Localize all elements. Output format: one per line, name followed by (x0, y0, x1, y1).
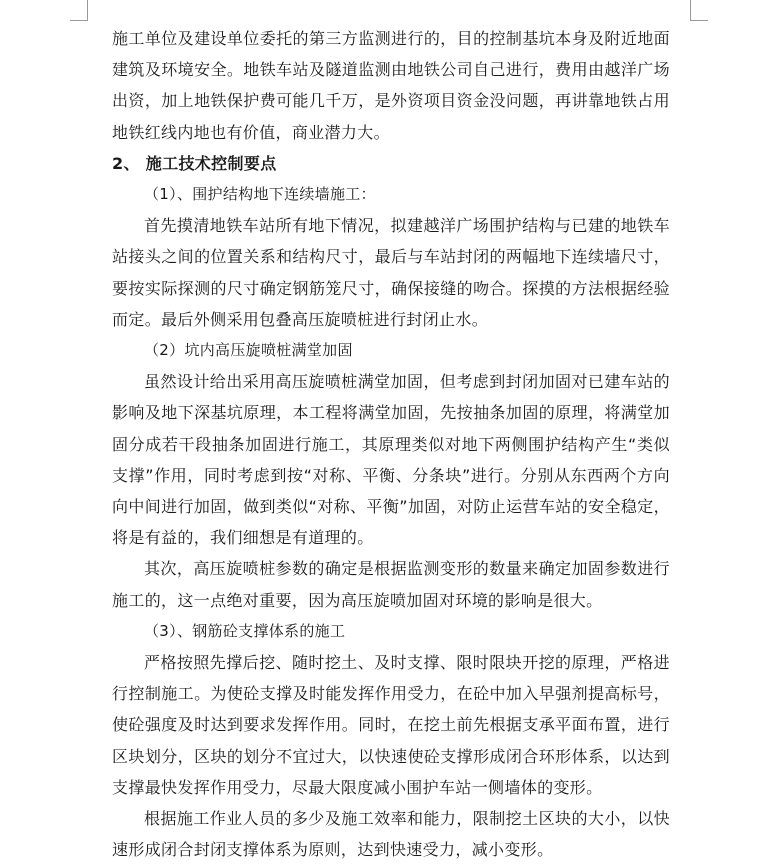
subsection-3-paragraph-2: 根据施工作业人员的多少及施工效率和能力，限制挖土区块的大小，以快速形成闭合封闭支撑体系为原则，达到快速受力，减小变形。 (112, 809, 670, 860)
subsection-1-heading: （1）、围护结构地下连续墙施工： (144, 185, 376, 204)
subsection-2-paragraph-1: 虽然设计给出采用高压旋喷桩满堂加固，但考虑到封闭加固对已建车站的影响及地下深基坑原理，本工程将满堂加固，先按抽条加固的原理，将满堂加固分成若干段抽条加固进行施工，其原理类似对地下两侧围护结构产生“类似支撑”作用，同时考虑到按“对称、平衡、分条块”进行。分别从东西两个方向向中间进行加固，做到类似“对称、平衡”加固，对防止运营车站的安全稳定，将是有益的，我们细想是有道理的。 (112, 372, 670, 548)
intro-paragraph: 施工单位及建设单位委托的第三方监测进行的，目的控制基坑本身及附近地面建筑及环境安全。地铁车站及隧道监测由地铁公司自己进行，费用由越洋广场出资，加上地铁保护费可能几千万，是外资项目资金没问题，再讲靠地铁占用地铁红线内地也有价值，商业潜力大。 (112, 29, 670, 142)
crop-mark-top-left-horizontal (70, 20, 88, 21)
subsection-3-paragraph-1: 严格按照先撑后挖、随时挖土、及时支撑、限时限块开挖的原理，严格进行控制施工。为使砼支撑及时能发挥作用受力，在砼中加入早强剂提高标号，使砼强度及时达到要求发挥作用。同时，在挖土前先根据支承平面布置，进行区块划分，区块的划分不宜过大，以快速使砼支撑形成闭合环形体系，以达到支撑最快发挥作用受力，尽最大限度减小围护车站一侧墙体的变形。 (112, 653, 670, 797)
subsection-3-heading: （3）、钢筋砼支撑体系的施工 (144, 621, 346, 640)
document-body (112, 23, 670, 865)
crop-mark-top-left-vertical (87, 0, 88, 20)
crop-mark-top-right-vertical (690, 0, 691, 20)
section-heading: 2、 施工技术控制要点 (112, 153, 277, 173)
subsection-2-paragraph-2: 其次，高压旋喷桩参数的确定是根据监测变形的数量来确定加固参数进行施工的，这一点绝对重要，因为高压旋喷加固对环境的影响是很大。 (112, 559, 670, 610)
subsection-2-heading: （2）坑内高压旋喷桩满堂加固 (144, 341, 353, 360)
crop-mark-top-right-horizontal (690, 20, 708, 21)
subsection-1-paragraph: 首先摸清地铁车站所有地下情况，拟建越洋广场围护结构与已建的地铁车站接头之间的位置关系和结构尺寸，最后与车站封闭的两幅地下连续墙尺寸，要按实际探测的尺寸确定钢筋笼尺寸，确保接缝的吻合。探摸的方法根据经验而定。最后外侧采用包叠高压旋喷桩进行封闭止水。 (112, 216, 670, 329)
